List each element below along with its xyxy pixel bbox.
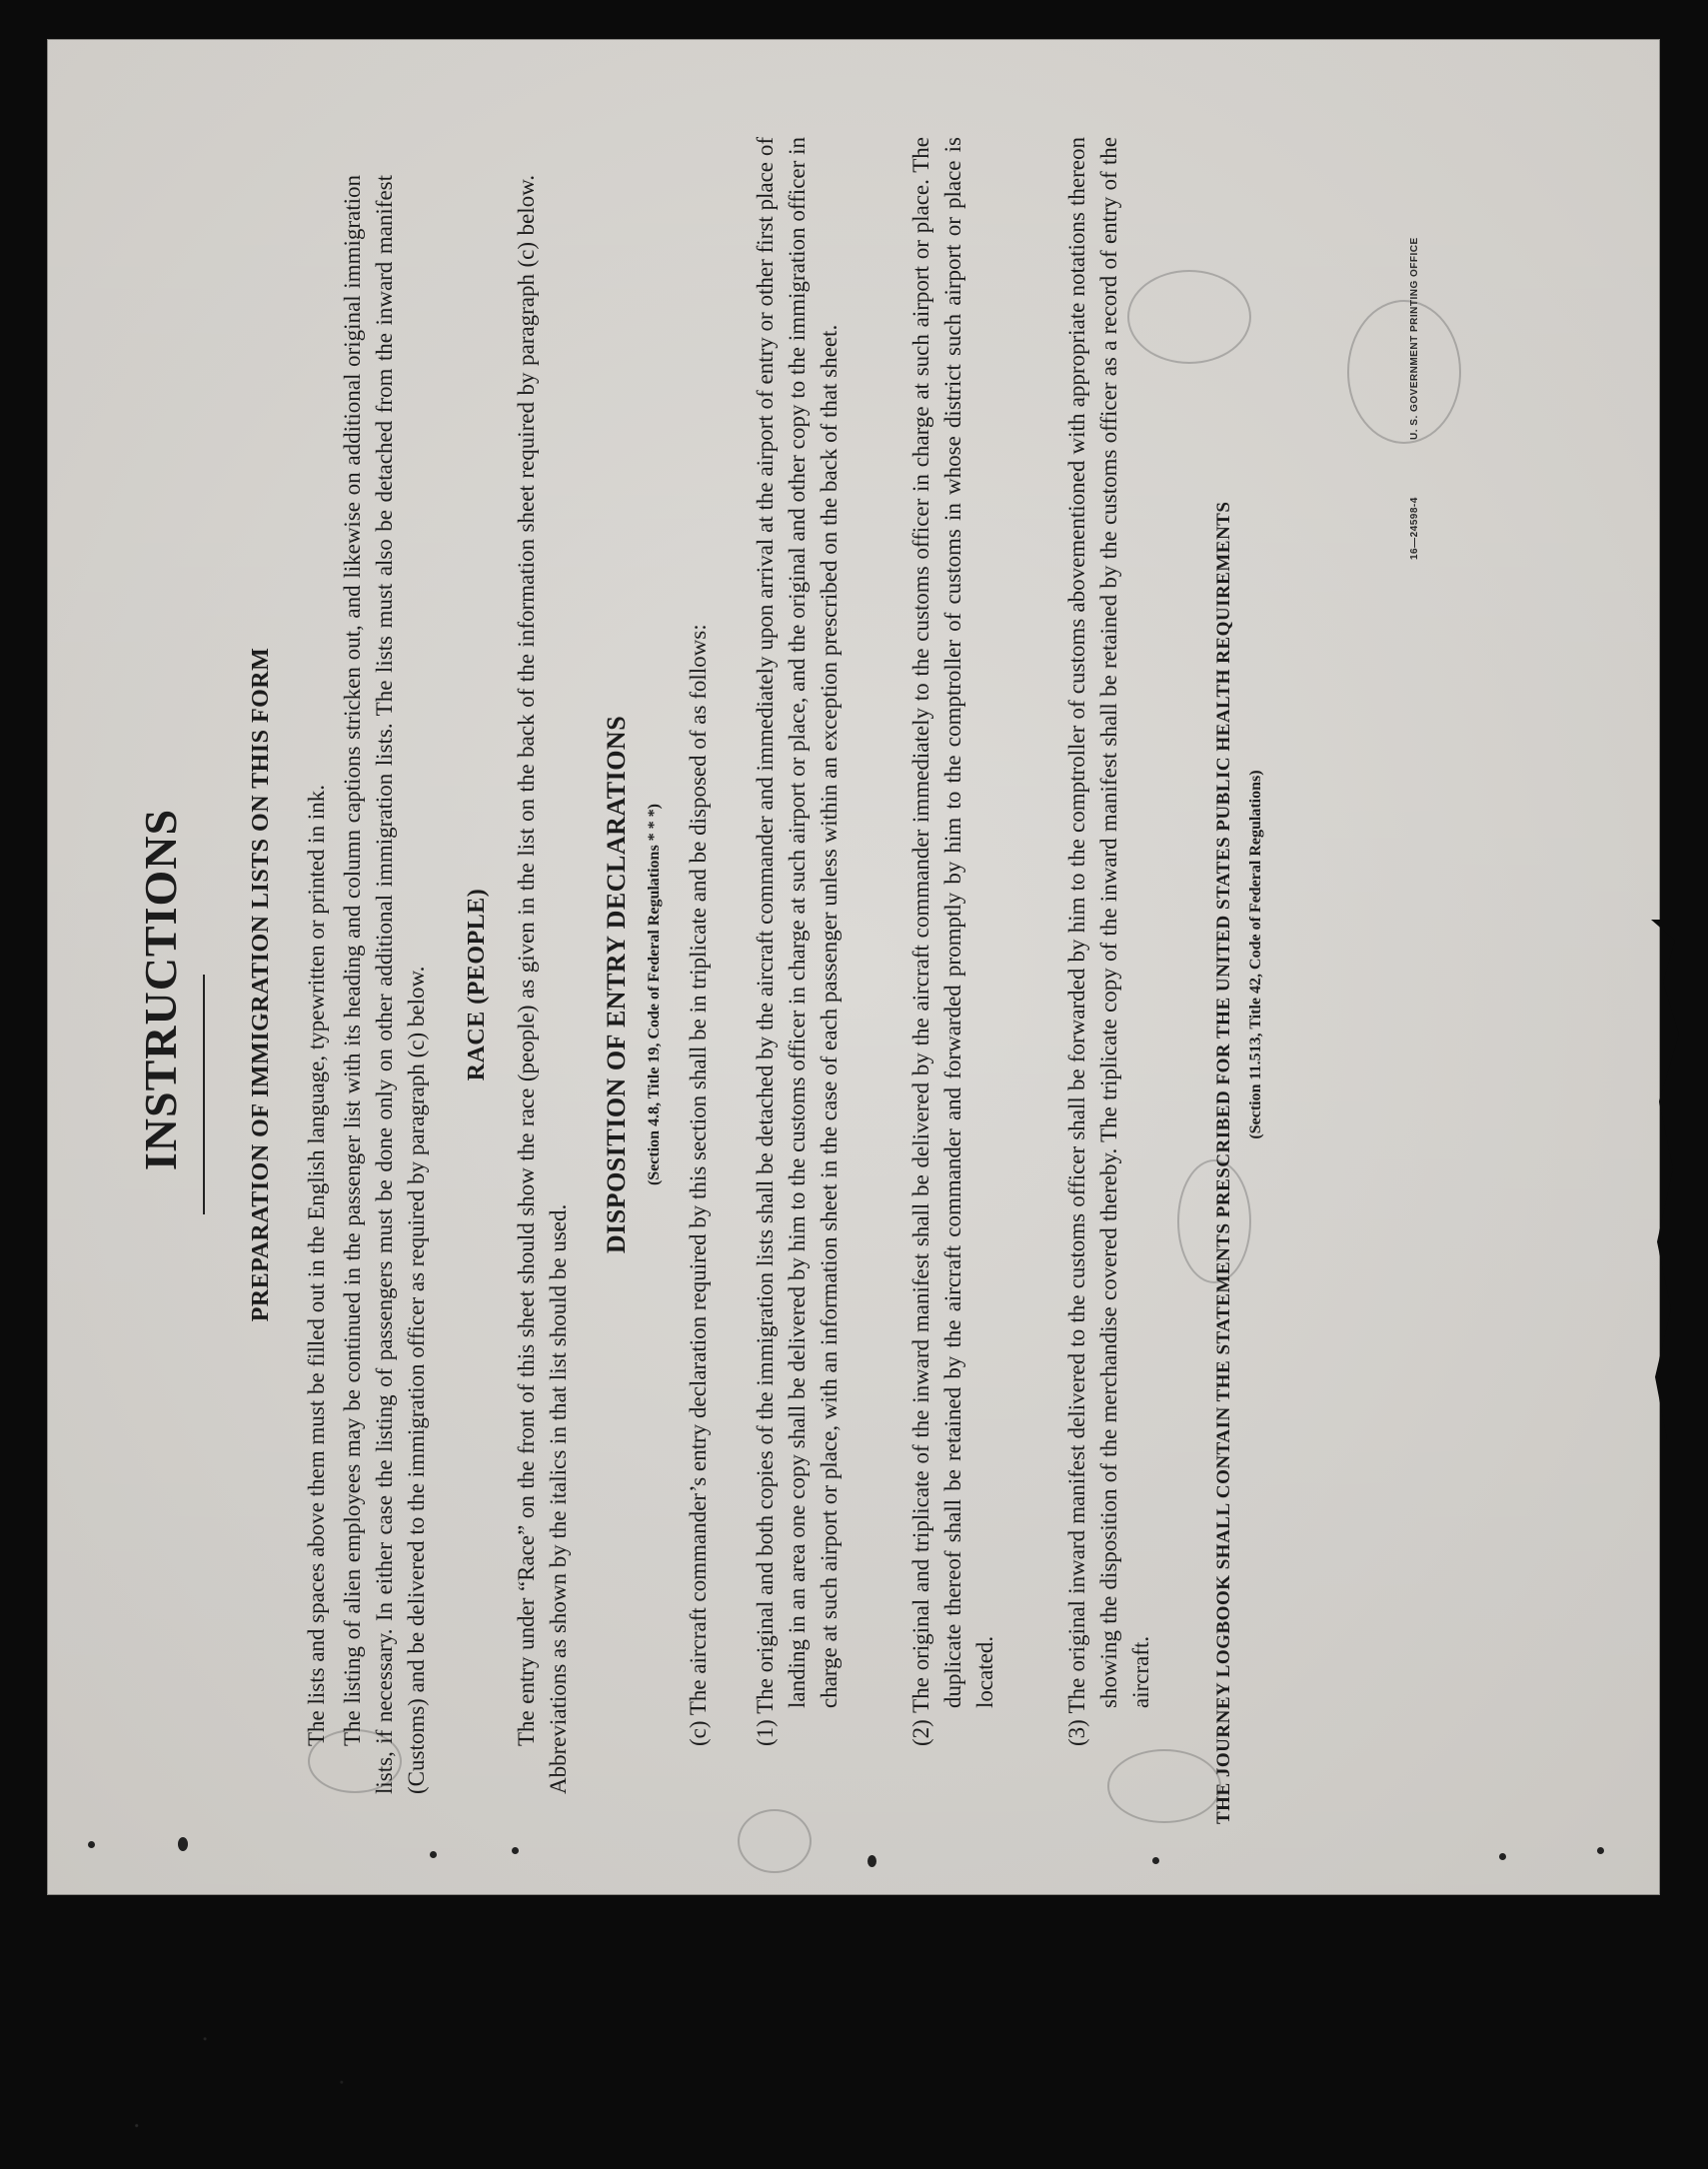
- paragraph-language: The lists and spaces above them must be filled out in the English language, typewritten or printed in ink.: [304, 785, 329, 1746]
- handwriting-mark: [738, 1809, 812, 1873]
- paragraph-race: The entry under “Race” on the front of this sheet should show the race (people) as given in the list on the back of the information sheet required by paragraph (c) below. Abbreviations as shown by the italics in that list should be used.: [514, 175, 571, 1794]
- punch-dot: [178, 1837, 188, 1851]
- logbook-statement: THE JOURNEY LOGBOOK SHALL CONTAIN THE STATEMENTS PRESCRIBED FOR THE UNITED STATES PUBLIC HEALTH REQUIREMENTS: [1213, 501, 1234, 1824]
- punch-dot: [1597, 1847, 1604, 1854]
- section-heading-race: RACE (PEOPLE): [464, 888, 490, 1082]
- section-heading-preparation: PREPARATION OF IMMIGRATION LISTS ON THIS FORM: [248, 647, 274, 1322]
- list-item: (2) The original and triplicate of the inward manifest shall be delivered by the aircraft commander immediately to the customs officer in charge at such airport or place. The duplicate thereof shall be retained by the aircraft commander and forwarded promptly by him to the comptroller of customs in whose district such airport or place is located.: [908, 137, 997, 1746]
- form-number: 16—24598-4: [1409, 497, 1420, 560]
- punch-dot: [88, 1841, 95, 1848]
- punch-dot: [1152, 1857, 1159, 1864]
- page-title: INSTRUCTIONS: [135, 808, 186, 1171]
- punch-dot: [512, 1847, 519, 1854]
- rotated-instructions: [135, 0, 1514, 1824]
- disposition-citation: (Section 4.8, Title 19, Code of Federal Regulations * * *): [646, 803, 663, 1186]
- paragraph-listing: The listing of alien employees may be continued in the passenger list with its heading and column captions stricken out, and likewise on additional original immigration lists, if necessary. In either case the listing of passengers must be done only on other additional immigration lists. The lists must also be detached from the inward manifest (Customs) and be delivered to the immigration officer as required by paragraph (c) below.: [340, 175, 429, 1794]
- printer-imprint: U. S. GOVERNMENT PRINTING OFFICE: [1409, 237, 1420, 440]
- paragraph-entry-declaration: (c) The aircraft commander’s entry declaration required by this section shall be in triplicate and be disposed of as follows:: [686, 624, 711, 1746]
- logbook-citation: (Section 11.513, Title 42, Code of Federal Regulations): [1247, 770, 1264, 1139]
- list-item: (3) The original inward manifest delivered to the customs officer shall be forwarded by him to the comptroller of customs abovementioned with appropriate notations thereon showing the disposition of the merchandise covered thereby. The triplicate copy of the inward manifest shall be retained by the customs officer as a record of entry of the aircraft.: [1064, 137, 1153, 1746]
- punch-dot: [867, 1855, 876, 1867]
- list-item: (1) The original and both copies of the immigration lists shall be detached by the aircraft commander and immediately upon arrival at the airport of entry or other first place of landing in an area one copy shall be delivered by him to the customs officer in charge at such airport or place, and the original and other copy to the immigration officer in charge at such airport or place, with an information sheet in the case of each passenger unless within an exception prescribed on the back of that sheet.: [753, 137, 842, 1746]
- punch-dot: [430, 1851, 437, 1858]
- punch-dot: [1499, 1853, 1506, 1860]
- section-heading-disposition: DISPOSITION OF ENTRY DECLARATIONS: [602, 715, 631, 1254]
